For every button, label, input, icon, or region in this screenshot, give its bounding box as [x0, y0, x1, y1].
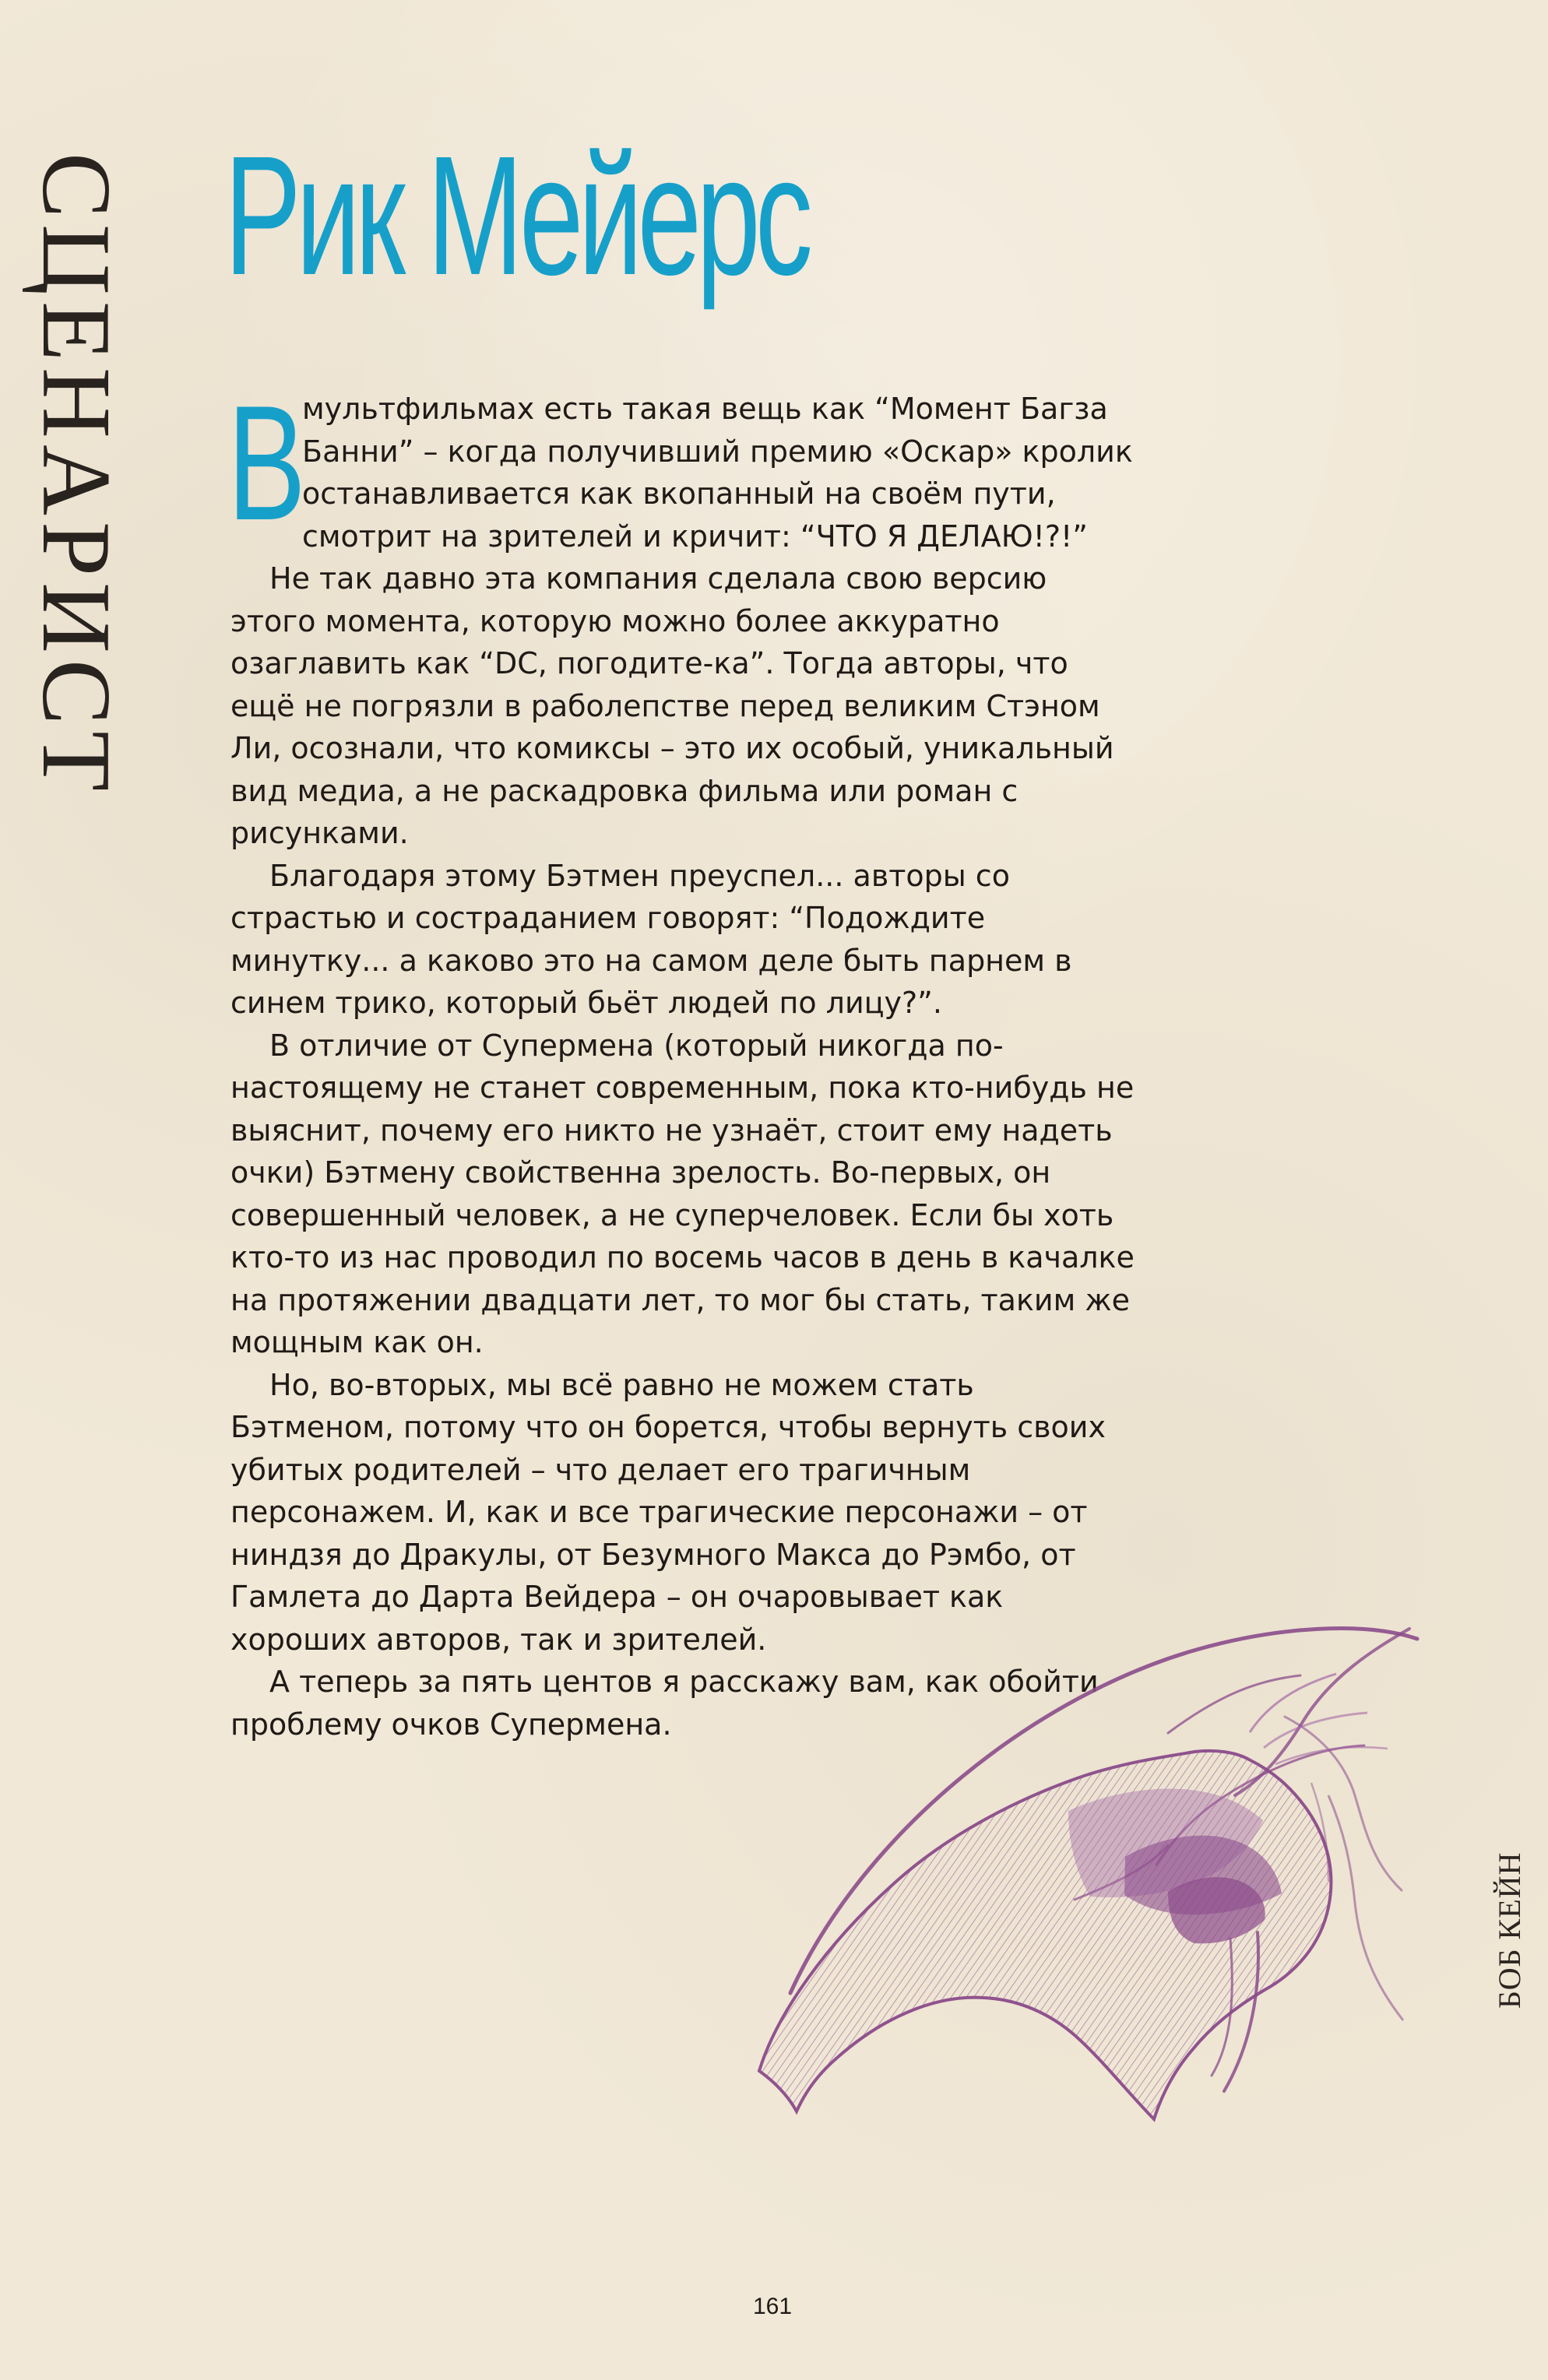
author-title: Рик Мейерс: [224, 121, 808, 311]
article-paragraph-1: [227, 371, 1140, 557]
page-number: 161: [753, 2294, 793, 2319]
artist-credit: БОБ КЕЙН: [1492, 1851, 1527, 2009]
article-paragraph-2: Не так давно эта компания сделала свою версию этого момента, которую можно более аккуратно озаглавить как “DC, погодите-ка”. Тогда авторы, что ещё не погрязли в раболепстве перед великим Стэном Ли, осознали, что комиксы – это их особый, уникальный вид медиа, а не раскадровка фильма или роман с рисунками.: [230, 561, 1114, 850]
flying-batman-sketch-icon: [685, 1573, 1448, 2133]
paragraph-text: мультфильмах есть такая вещь как “Момент Багза Банни” – когда получивший премию «Оскар» кролик останавливается как вкопанный на своём пути, смотрит на зрителей и кричит: “ЧТО Я ДЕЛАЮ!?!”: [302, 392, 1133, 554]
section-title-vertical: СЦЕНАРИСТ: [22, 153, 130, 798]
article-paragraph-5: Но, во-вторых, мы всё равно не можем стать Бэтменом, потому что он борется, чтобы вернуть своих убитых родителей – что делает его трагичным персонажем. И, как и все трагические персонажи – от ниндзя до Дракулы, от Безумного Макса до Рэмбо, от Гамлета до Дарта Вейдера – он очаровывает как хороших авторов, так и зрителей.: [230, 1367, 1106, 1657]
article-paragraph-6: А теперь за пять центов я расскажу вам, как обойти проблему очков Супермена.: [230, 1665, 1099, 1742]
article-paragraph-3: Благодаря этому Бэтмен преуспел... авторы со страстью и состраданием говорят: “Подождите минутку... а каково это на самом деле быть парнем в синем трико, который бьёт людей по лицу?”.: [230, 858, 1072, 1020]
article-paragraph-4: В отличие от Супермена (который никогда по-настоящему не станет современным, пока кто-нибудь не выяснит, почему его никто не узнаёт, стоит ему надеть очки) Бэтмену свойственна зрелость. Во-первых, он совершенный человек, а не суперчеловек. Если бы хоть кто-то из нас проводил по восемь часов в день в качалке на протяжении двадцати лет, то мог бы стать, таким же мощным как он.: [230, 1028, 1135, 1359]
dropcap: В: [227, 371, 306, 554]
article-text: [227, 371, 1140, 1745]
batman-sketch-illustration: [685, 1573, 1448, 2133]
